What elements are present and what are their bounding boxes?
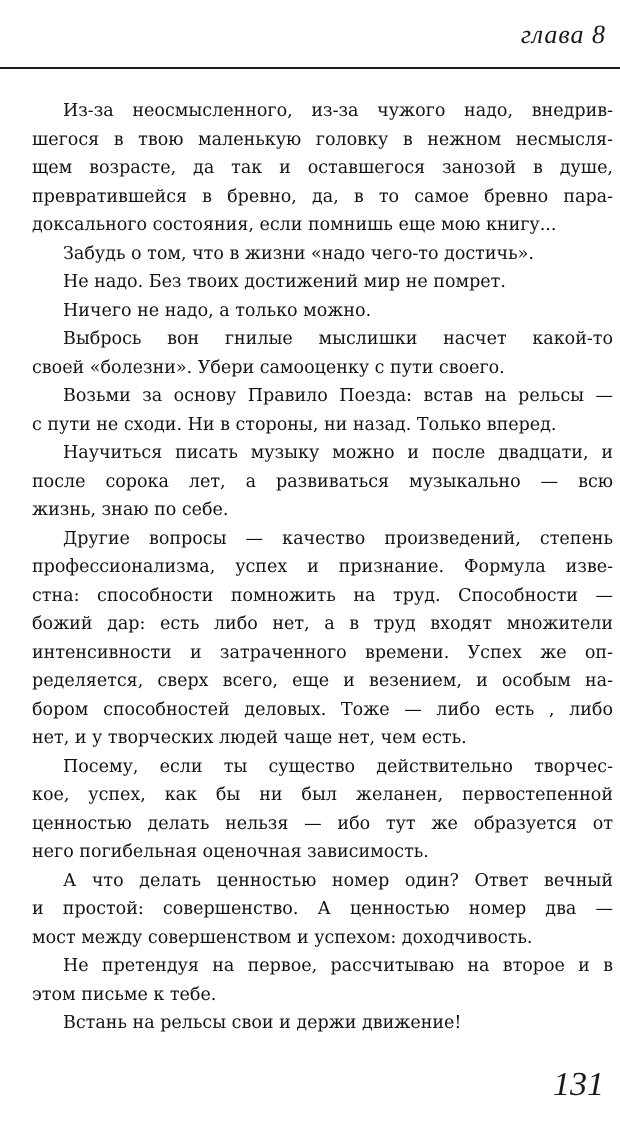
text-line: этом письме к тебе. bbox=[32, 984, 217, 1005]
paragraph bbox=[1, 1009, 613, 1038]
text-line: Выбрось вон гнилые мыслишки насчет какой-то bbox=[63, 329, 613, 349]
paragraph bbox=[1, 297, 613, 326]
text-line: Забудь о том, что в жизни «надо чего-то достичь». bbox=[63, 243, 534, 264]
text-line: Посему, если ты существо действительно творчес- bbox=[63, 756, 613, 777]
text-line: и простой: совершенство. А ценностью номер два — bbox=[32, 899, 613, 919]
text-line: Не претендуя на первое, рассчитываю на второе и в bbox=[63, 956, 613, 976]
paragraph bbox=[1, 382, 613, 439]
text-line: бором способностей деловых. Тоже — либо есть , либо bbox=[32, 699, 613, 720]
text-line: профессионализма, успех и признание. Формула изве- bbox=[32, 557, 613, 577]
body-text bbox=[1, 97, 613, 1038]
paragraph bbox=[1, 525, 613, 753]
page-number: 131 bbox=[553, 1066, 604, 1103]
text-line: Ничего не надо, а только можно. bbox=[63, 300, 372, 321]
text-line: стна: способности помножить на труд. Способности — bbox=[32, 585, 613, 606]
chapter-header: глава 8 bbox=[520, 20, 606, 49]
text-line: нет, и у творческих людей чаще нет, чем есть. bbox=[32, 728, 467, 748]
paragraph bbox=[1, 325, 613, 382]
text-line: жизнь, знаю по себе. bbox=[32, 500, 229, 520]
text-line: Возьми за основу Правило Поезда: встав на рельсы — bbox=[63, 386, 613, 406]
paragraph bbox=[1, 97, 613, 240]
text-line: интенсивности и затраченного времени. Успех же оп- bbox=[32, 642, 613, 663]
text-line: щем возрасте, да так и оставшегося занозой в душе, bbox=[32, 158, 613, 178]
paragraph bbox=[1, 952, 613, 1009]
text-line: шегося в твою маленькую головку в нежном несмысля- bbox=[32, 129, 613, 150]
paragraph bbox=[1, 439, 613, 525]
text-line: ценностью делать нельзя — ибо тут же образуется от bbox=[32, 813, 613, 834]
text-line: своей «болезни». Убери самооценку с пути своего. bbox=[32, 357, 505, 378]
text-line: божий дар: есть либо нет, а в труд входят множители bbox=[32, 614, 613, 634]
paragraph bbox=[1, 867, 613, 953]
paragraph bbox=[1, 240, 613, 269]
paragraph bbox=[1, 753, 613, 867]
text-line: него погибельная оценочная зависимость. bbox=[32, 842, 429, 862]
text-line: мост между совершенством и успехом: доходчивость. bbox=[32, 927, 533, 948]
text-line: после сорока лет, а развиваться музыкально — всю bbox=[32, 471, 613, 492]
text-line: ределяется, сверх всего, еще и везением, и особым на- bbox=[32, 671, 613, 691]
text-line: Научиться писать музыку можно и после двадцати, и bbox=[63, 443, 613, 463]
text-line: с пути не сходи. Ни в стороны, ни назад. Только вперед. bbox=[32, 414, 557, 435]
text-line: А что делать ценностью номер один? Ответ вечный bbox=[63, 870, 613, 891]
text-line: превратившейся в бревно, да, в то самое бревно пара- bbox=[32, 186, 613, 207]
text-line: Встань на рельсы свои и держи движение! bbox=[63, 1013, 462, 1033]
text-line: кое, успех, как бы ни был желанен, первостепенной bbox=[32, 785, 613, 805]
paragraph bbox=[1, 268, 613, 297]
text-line: доксального состояния, если помнишь еще мою книгу... bbox=[32, 215, 557, 235]
text-line: Не надо. Без твоих достижений мир не помрет. bbox=[63, 272, 506, 292]
text-line: Другие вопросы — качество произведений, степень bbox=[63, 528, 613, 549]
text-line: Из-за неосмысленного, из-за чужого надо, внедрив- bbox=[63, 101, 613, 121]
header-divider bbox=[0, 67, 620, 69]
